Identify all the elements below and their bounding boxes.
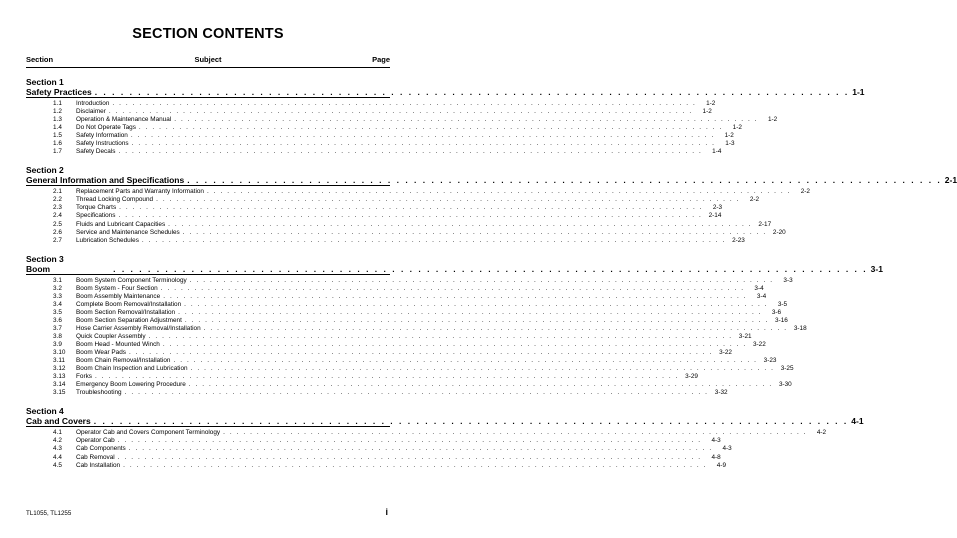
entry-number: 3.6 [53, 316, 62, 324]
entry-title: Replacement Parts and Warranty Information [76, 188, 204, 196]
entry-page-number: 4-3 [722, 445, 732, 453]
section-title: Cab and Covers [26, 416, 91, 427]
toc-entry[interactable] [26, 204, 723, 212]
entry-number: 3.5 [53, 308, 62, 316]
dot-leader: . . . . . . . . . . . . . . . . . . . . . . . . . . . . . . . . . . . . . . . . . . . . . . . . . . . . . . . . . . . . . . . . . . . . . . . . . . . . . . . . . . . . . . . [128, 349, 713, 357]
entry-number: 1.6 [53, 140, 62, 148]
entry-number: 3.10 [53, 349, 66, 357]
entry-page-number: 3-23 [763, 357, 777, 365]
entry-number: 3.8 [53, 332, 62, 340]
entry-number: 3.11 [53, 357, 65, 365]
entry-page-number: 2-23 [732, 236, 745, 244]
toc-section [26, 77, 865, 156]
entry-page-number: 2-2 [800, 188, 810, 196]
toc-entry[interactable] [26, 148, 722, 156]
dot-leader: . . . . . . . . . . . . . . . . . . . . . . . . . . . . . . . . . . . . . . . . . . . . . . . . . . . . . . . . . . . . . . . . . . . . . . . . . . . . . . . . . . . . . . . [117, 437, 702, 445]
dot-leader: . . . . . . . . . . . . . . . . . . . . . . . . . . . . . . . . . . . . . . . . . . . . . . . . . . . . . . . . . . . . . . . . . . . . . . . . . . . . . . . . . . . . . . . [190, 365, 775, 373]
dot-leader: . . . . . . . . . . . . . . . . . . . . . . . . . . . . . . . . . . . . . . . . . . . . . . . . . . . . . . . . . . . . . . . . . . . . . . . . . . . . . . . . . . . . . . . [124, 389, 709, 397]
toc-entry[interactable] [26, 140, 735, 148]
toc-section [26, 406, 864, 469]
toc-entry[interactable] [26, 316, 788, 325]
dot-leader: . . . . . . . . . . . . . . . . . . . . . . . . . . . . . . . . . . . . . . . . . . . . . . . . . . . . . . . . . . . . . . . . . . . . . . . . . . . . . . . . . . . . . . . [118, 148, 703, 156]
toc-entry[interactable] [26, 429, 827, 437]
dot-leader: . . . . . . . . . . . . . . . . . . . . . . . . . . . . . . . . . . . . . . . . . . . . . . . . . . . . . . . . . . . . . . . . . . . . . . . . . . . . . . . . . . . . . . . [112, 100, 697, 107]
entry-page-number: 3-5 [777, 300, 788, 308]
entry-title: Safety Decals [76, 148, 116, 156]
entry-title: Safety Information [76, 132, 128, 140]
entry-page-number: 2-2 [749, 196, 760, 204]
entry-page-number: 3-16 [775, 316, 788, 324]
footer-page-number: i [385, 507, 388, 517]
entry-page-number: 4-3 [711, 437, 721, 445]
dot-leader: . . . . . . . . . . . . . . . . . . . . . . . . . . . . . . . . . . . . . . . . . . . . . . . . . . . . . . . . . . . . . . . . . . . . . . . . . . . . . . . . . . . . . . . [130, 132, 715, 140]
entry-page-number: 4-8 [711, 453, 721, 461]
dot-leader: . . . . . . . . . . . . . . . . . . . . . . . . . . . . . . . . . . . . . . . . . . . . . . . . . . . . . . . . . . . . . . . . . . . . . . . . . . . . . . . . . . . . . . . [131, 140, 716, 148]
entry-number: 4.5 [53, 461, 62, 469]
entry-page-number: 2-17 [758, 220, 772, 228]
entry-title: Boom Assembly Maintenance [76, 292, 161, 300]
section-title: General Information and Specifications [26, 175, 185, 186]
entry-page-number: 2-14 [708, 212, 722, 220]
entry-number: 3.2 [53, 284, 62, 292]
entry-title: Operation & Maintenance Manual [76, 116, 172, 124]
dot-leader: . . . . . . . . . . . . . . . . . . . . . . . . . . . . . . . . . . . . . . . . . . . . . . . . . . . . . . . . . . . . . . . . . . . . . . . . . . . . . . . . . . . . . . . [118, 212, 703, 220]
entry-number: 1.4 [53, 124, 62, 132]
entry-page-number: 1-2 [732, 124, 742, 132]
entry-page-number: 4-2 [816, 429, 827, 437]
entry-title: Hose Carrier Assembly Removal/Installation [76, 324, 201, 332]
toc-entry[interactable] [26, 341, 766, 349]
entry-number: 2.5 [53, 220, 62, 228]
entry-page-number: 4-9 [716, 461, 727, 469]
entry-number: 1.2 [53, 108, 62, 116]
entry-page-number: 3-29 [685, 373, 698, 381]
entry-number: 2.4 [53, 212, 62, 220]
entry-page-number: 1-2 [724, 132, 734, 140]
entry-title: Boom Head - Mounted Winch [76, 341, 160, 349]
dot-leader: . . . . . . . . . . . . . . . . . . . . . . . . . . . . . . . . . . . . . . . . . . . . . . . . . . . . . . . . . . . . . . . . . . . . . . . . . . . . . . . . . . . . . . . [182, 228, 767, 236]
toc-entry[interactable] [26, 365, 794, 373]
toc-entry[interactable] [26, 437, 721, 445]
toc-entry[interactable] [26, 116, 778, 124]
dot-leader: . . . . . . . . . . . . . . . . . . . . . . . . . . . . . . . . . . . . . . . . . . . . . . . . . . . . . . . . . . . . . . . . . . . . . . . . . . . . . . . . . . . . . . . [128, 445, 713, 453]
entry-number: 1.1 [53, 100, 62, 107]
toc-entry[interactable] [26, 292, 767, 301]
dot-leader: . . . . . . . . . . . . . . . . . . . . . . . . . . . . . . . . . . . . . . . . . . . . . . . . . . . . . . . . . . . . . . . . . . . . . . . . . . . . . . . . . . . . . . . [117, 453, 702, 461]
column-header-section: Section [26, 55, 54, 64]
entry-number: 4.3 [53, 445, 62, 453]
toc-entry[interactable] [26, 284, 764, 293]
entry-page-number: 3-21 [738, 332, 752, 340]
entry-page-number: 3-32 [714, 389, 728, 397]
dot-leader: . . . . . . . . . . . . . . . . . . . . . . . . . . . . . . . . . . . . . . . . . . . . . . . . . . . . . . . . . . . . . . . . . . . . . . . . . . . . . . . . . . . . . . . [113, 263, 868, 274]
entry-title: Lubrication Schedules [76, 236, 139, 244]
toc-entry[interactable] [26, 276, 793, 285]
entry-number: 1.5 [53, 132, 62, 140]
entry-page-number: 3-25 [780, 365, 794, 373]
entry-page-number: 3-30 [778, 381, 792, 389]
entry-number: 3.9 [53, 341, 62, 349]
toc-entry[interactable] [26, 220, 772, 229]
entry-title: Service and Maintenance Schedules [76, 228, 180, 236]
toc-entry[interactable] [26, 445, 732, 453]
dot-leader: . . . . . . . . . . . . . . . . . . . . . . . . . . . . . . . . . . . . . . . . . . . . . . . . . . . . . . . . . . . . . . . . . . . . . . . . . . . . . . . . . . . . . . . [138, 124, 723, 132]
entry-number: 1.7 [53, 148, 62, 156]
entry-title: Boom System - Four Section [76, 284, 158, 292]
toc-entry[interactable] [26, 124, 742, 132]
entry-number: 3.7 [53, 324, 62, 332]
toc-entry[interactable] [26, 453, 721, 462]
entry-number: 2.1 [53, 188, 62, 196]
entry-page-number: 2-3 [712, 204, 723, 212]
toc-entry[interactable] [26, 332, 752, 341]
entry-page-number: 3-4 [754, 284, 764, 292]
entry-title: Cab Components [76, 445, 126, 453]
page-title: SECTION CONTENTS [132, 26, 284, 42]
entry-page-number: 2-20 [772, 228, 786, 236]
entry-title: Safety Instructions [76, 140, 129, 148]
dot-leader: . . . . . . . . . . . . . . . . . . . . . . . . . . . . . . . . . . . . . . . . . . . . . . . . . . . . . . . . . . . . . . . . . . . . . . . . . . . . . . . . . . . . . . . [108, 108, 693, 116]
section-page-number: 2-1 [944, 175, 957, 186]
entry-number: 3.4 [53, 300, 62, 308]
entry-page-number: 1-2 [767, 116, 778, 124]
entry-page-number: 1-3 [725, 140, 735, 148]
entry-page-number: 1-2 [702, 108, 712, 116]
dot-leader: . . . . . . . . . . . . . . . . . . . . . . . . . . . . . . . . . . . . . . . . . . . . . . . . . . . . . . . . . . . . . . . . . . . . . . . . . . . . . . . . . . . . . . . [184, 300, 769, 308]
dot-leader: . . . . . . . . . . . . . . . . . . . . . . . . . . . . . . . . . . . . . . . . . . . . . . . . . . . . . . . . . . . . . . . . . . . . . . . . . . . . . . . . . . . . . . . [174, 116, 759, 124]
entry-number: 3.14 [53, 381, 66, 389]
entry-number: 3.1 [53, 276, 62, 284]
toc-entry[interactable] [26, 300, 788, 309]
dot-leader: . . . . . . . . . . . . . . . . . . . . . . . . . . . . . . . . . . . . . . . . . . . . . . . . . . . . . . . . . . . . . . . . . . . . . . . . . . . . . . . . . . . . . . . [173, 357, 758, 365]
dot-leader: . . . . . . . . . . . . . . . . . . . . . . . . . . . . . . . . . . . . . . . . . . . . . . . . . . . . . . . . . . . . . . . . . . . . . . . . . . . . . . . . . . . . . . . [123, 461, 708, 469]
entry-title: Complete Boom Removal/Installation [76, 300, 182, 308]
toc-entry[interactable] [26, 212, 722, 220]
section-title: Safety Practices [26, 87, 92, 97]
entry-page-number: 3-4 [756, 292, 767, 300]
entry-number: 2.6 [53, 228, 62, 236]
section-number: Section 2 [26, 165, 64, 176]
section-number: Section 1 [26, 77, 64, 87]
dot-leader: . . . . . . . . . . . . . . . . . . . . . . . . . . . . . . . . . . . . . . . . . . . . . . . . . . . . . . . . . . . . . . . . . . . . . . . . . . . . . . . . . . . . . . . [119, 204, 704, 212]
entry-page-number: 3-22 [753, 341, 766, 349]
entry-title: Boom Wear Pads [76, 349, 126, 357]
entry-title: Quick Coupler Assembly [76, 332, 146, 340]
section-number: Section 4 [26, 406, 64, 417]
entry-number: 2.3 [53, 204, 62, 212]
entry-title: Boom Section Separation Adjustment [76, 316, 182, 324]
entry-title: Troubleshooting [76, 389, 122, 397]
entry-page-number: 3-22 [719, 349, 732, 357]
entry-title: Fluids and Lubricant Capacities [76, 220, 166, 228]
footer-model: TL1055, TL1255 [26, 510, 72, 517]
dot-leader: . . . . . . . . . . . . . . . . . . . . . . . . . . . . . . . . . . . . . . . . . . . . . . . . . . . . . . . . . . . . . . . . . . . . . . . . . . . . . . . . . . . . . . . [93, 416, 849, 427]
entry-number: 3.12 [53, 365, 66, 373]
dot-leader: . . . . . . . . . . . . . . . . . . . . . . . . . . . . . . . . . . . . . . . . . . . . . . . . . . . . . . . . . . . . . . . . . . . . . . . . . . . . . . . . . . . . . . . [160, 284, 745, 292]
section-page-number: 4-1 [851, 416, 864, 427]
entry-page-number: 3-18 [793, 324, 807, 332]
dot-leader: . . . . . . . . . . . . . . . . . . . . . . . . . . . . . . . . . . . . . . . . . . . . . . . . . . . . . . . . . . . . . . . . . . . . . . . . . . . . . . . . . . . . . . . [141, 236, 726, 244]
entry-number: 4.1 [53, 429, 62, 437]
toc-entry[interactable] [26, 349, 732, 357]
dot-leader: . . . . . . . . . . . . . . . . . . . . . . . . . . . . . . . . . . . . . . . . . . . . . . . . . . . . . . . . . . . . . . . . . . . . . . . . . . . . . . . . . . . . . . . [162, 341, 747, 349]
toc-entry[interactable] [26, 373, 698, 381]
toc-entry[interactable] [26, 308, 782, 317]
entry-title: Boom System Component Terminology [76, 276, 187, 284]
entry-number: 3.15 [53, 389, 66, 397]
entry-title: Emergency Boom Lowering Procedure [76, 381, 186, 389]
section-title-row[interactable] [26, 175, 957, 186]
column-header-page: Page [372, 55, 390, 64]
dot-leader: . . . . . . . . . . . . . . . . . . . . . . . . . . . . . . . . . . . . . . . . . . . . . . . . . . . . . . . . . . . . . . . . . . . . . . . . . . . . . . . . . . . . . . . [189, 276, 774, 284]
dot-leader: . . . . . . . . . . . . . . . . . . . . . . . . . . . . . . . . . . . . . . . . . . . . . . . . . . . . . . . . . . . . . . . . . . . . . . . . . . . . . . . . . . . . . . . [203, 324, 788, 332]
entry-number: 4.4 [53, 453, 62, 461]
entry-page-number: 1-4 [712, 148, 722, 156]
toc-entry[interactable] [26, 324, 807, 333]
section-title-row[interactable] [26, 263, 883, 275]
toc-entry[interactable] [26, 461, 727, 470]
toc-entry[interactable] [26, 132, 734, 140]
entry-number: 2.7 [53, 236, 62, 244]
section-title-row[interactable] [26, 416, 864, 427]
entry-page-number: 3-3 [783, 276, 793, 284]
section-title: Boom [26, 263, 51, 274]
dot-leader: . . . . . . . . . . . . . . . . . . . . . . . . . . . . . . . . . . . . . . . . . . . . . . . . . . . . . . . . . . . . . . . . . . . . . . . . . . . . . . . . . . . . . . . [184, 316, 769, 324]
toc-entry[interactable] [26, 228, 786, 237]
entry-title: Boom Section Removal/Installation [76, 308, 176, 316]
entry-title: Cab Installation [76, 461, 121, 469]
dot-leader: . . . . . . . . . . . . . . . . . . . . . . . . . . . . . . . . . . . . . . . . . . . . . . . . . . . . . . . . . . . . . . . . . . . . . . . . . . . . . . . . . . . . . . . [163, 292, 748, 300]
entry-title: Disclaimer [76, 108, 106, 116]
table-of-contents [26, 68, 957, 470]
toc-entry[interactable] [26, 357, 777, 365]
toc-entry[interactable] [26, 100, 716, 108]
column-header-subject: Subject [194, 55, 222, 64]
dot-leader: . . . . . . . . . . . . . . . . . . . . . . . . . . . . . . . . . . . . . . . . . . . . . . . . . . . . . . . . . . . . . . . . . . . . . . . . . . . . . . . . . . . . . . . [188, 381, 773, 389]
dot-leader: . . . . . . . . . . . . . . . . . . . . . . . . . . . . . . . . . . . . . . . . . . . . . . . . . . . . . . . . . . . . . . . . . . . . . . . . . . . . . . . . . . . . . . . [94, 87, 850, 97]
section-page-number: 1-1 [852, 87, 865, 97]
entry-number: 3.13 [53, 373, 66, 381]
entry-title: Introduction [76, 100, 110, 107]
entry-number: 1.3 [53, 116, 62, 124]
entry-title: Operator Cab [76, 437, 115, 445]
entry-number: 3.3 [53, 292, 62, 300]
dot-leader: . . . . . . . . . . . . . . . . . . . . . . . . . . . . . . . . . . . . . . . . . . . . . . . . . . . . . . . . . . . . . . . . . . . . . . . . . . . . . . . . . . . . . . . [156, 196, 741, 204]
toc-entry[interactable] [26, 196, 760, 204]
dot-leader: . . . . . . . . . . . . . . . . . . . . . . . . . . . . . . . . . . . . . . . . . . . . . . . . . . . . . . . . . . . . . . . . . . . . . . . . . . . . . . . . . . . . . . . [223, 429, 808, 437]
toc-section [26, 253, 883, 398]
toc-entry[interactable] [26, 108, 712, 116]
entry-title: Forks [76, 373, 92, 381]
entry-title: Cab Removal [76, 453, 115, 461]
entry-title: Torque Charts [76, 204, 117, 212]
dot-leader: . . . . . . . . . . . . . . . . . . . . . . . . . . . . . . . . . . . . . . . . . . . . . . . . . . . . . . . . . . . . . . . . . . . . . . . . . . . . . . . . . . . . . . . [94, 373, 679, 381]
dot-leader: . . . . . . . . . . . . . . . . . . . . . . . . . . . . . . . . . . . . . . . . . . . . . . . . . . . . . . . . . . . . . . . . . . . . . . . . . . . . . . . . . . . . . . . [207, 188, 791, 196]
toc-entry[interactable] [26, 188, 810, 196]
entry-title: Operator Cab and Covers Component Terminology [76, 429, 221, 437]
toc-entry[interactable] [26, 236, 745, 245]
section-number: Section 3 [26, 253, 64, 264]
toc-entry[interactable] [26, 381, 792, 389]
entry-title: Do Not Operate Tags [76, 124, 136, 132]
entry-number: 2.2 [53, 196, 62, 204]
dot-leader: . . . . . . . . . . . . . . . . . . . . . . . . . . . . . . . . . . . . . . . . . . . . . . . . . . . . . . . . . . . . . . . . . . . . . . . . . . . . . . . . . . . . . . . [148, 332, 733, 340]
entry-title: Boom Chain Removal/Installation [76, 357, 171, 365]
section-page-number: 3-1 [870, 263, 883, 274]
dot-leader: . . . . . . . . . . . . . . . . . . . . . . . . . . . . . . . . . . . . . . . . . . . . . . . . . . . . . . . . . . . . . . . . . . . . . . . . . . . . . . . . . . . . . . . [178, 308, 763, 316]
entry-title: Specifications [76, 212, 116, 220]
entry-page-number: 1-2 [706, 100, 716, 107]
entry-number: 4.2 [53, 437, 62, 445]
toc-section [26, 165, 957, 244]
section-title-row[interactable] [26, 87, 865, 98]
dot-leader: . . . . . . . . . . . . . . . . . . . . . . . . . . . . . . . . . . . . . . . . . . . . . . . . . . . . . . . . . . . . . . . . . . . . . . . . . . . . . . . . . . . . . . . [168, 220, 753, 228]
dot-leader: . . . . . . . . . . . . . . . . . . . . . . . . . . . . . . . . . . . . . . . . . . . . . . . . . . . . . . . . . . . . . . . . . . . . . . . . . . . . . . . . . . . . . . . [187, 175, 942, 186]
entry-page-number: 3-6 [771, 308, 782, 316]
toc-entry[interactable] [26, 389, 728, 397]
entry-title: Boom Chain Inspection and Lubrication [76, 365, 188, 373]
entry-title: Thread Locking Compound [76, 196, 154, 204]
